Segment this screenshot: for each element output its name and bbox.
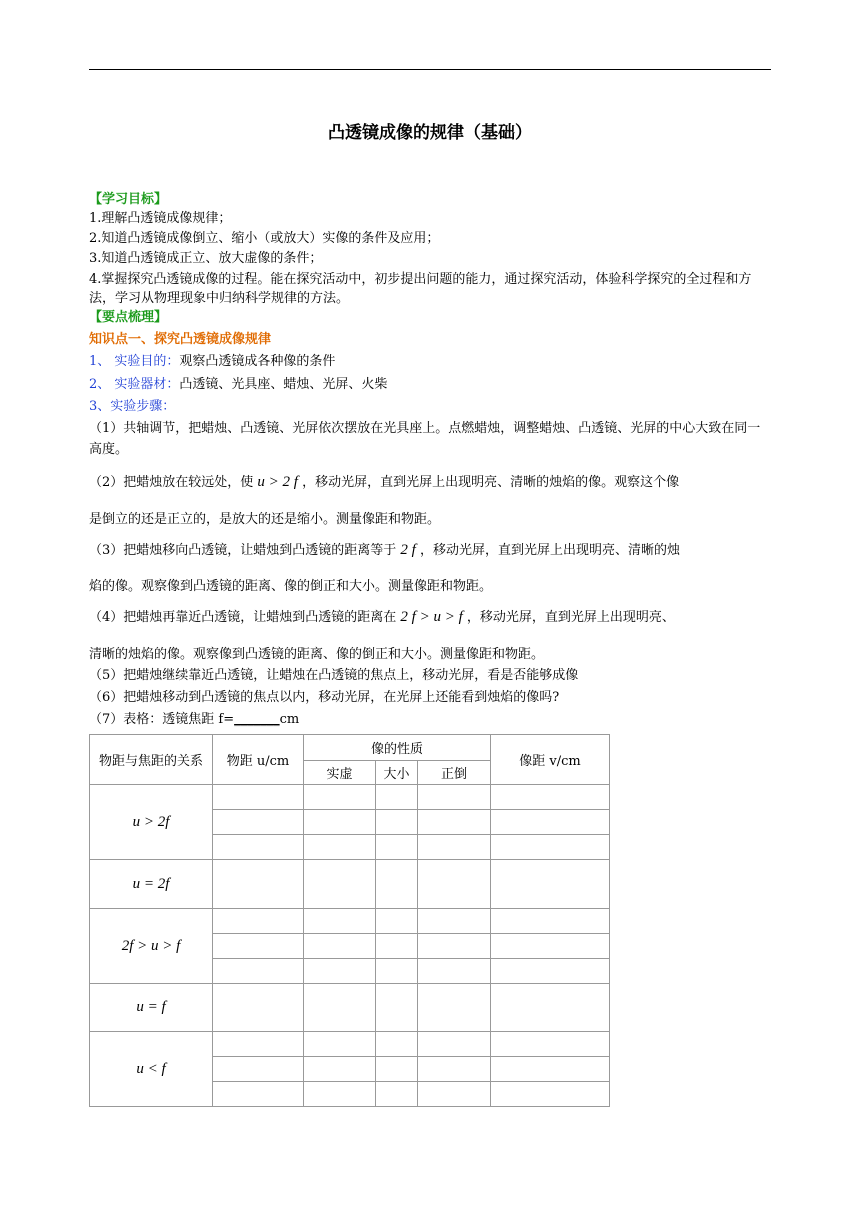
table-row <box>90 909 610 934</box>
points-heading: 【要点梳理】 <box>89 310 168 325</box>
step-1: （1）共轴调节，把蜡烛、凸透镜、光屏依次摆放在光具座上。点燃蜡烛，调整蜡烛、凸透镜、光屏的中心大致在同一高度。 <box>89 421 761 457</box>
header-image-properties: 像的性质 <box>304 735 491 761</box>
step-2-text-b: ，移动光屏，直到光屏上出现明亮、清晰的烛焰的像。观察这个像 <box>302 475 680 490</box>
condition-u-eq-2f: u = 2f <box>90 860 213 909</box>
step-5: （5）把蜡烛继续靠近凸透镜，让蜡烛在凸透镜的焦点上，移动光屏，看是否能够成像 <box>89 668 579 683</box>
objective-3: 3.知道凸透镜成正立、放大虚像的条件； <box>89 251 323 266</box>
step-3-line-2: 焰的像。观察像到凸透镜的距离、像的倒正和大小。测量像距和物距。 <box>89 579 493 594</box>
purpose-label: 1、 实验目的： <box>89 354 180 369</box>
table-row <box>90 785 610 810</box>
step-4-line-1 <box>89 609 779 626</box>
condition-u-eq-f: u = f <box>90 984 213 1032</box>
step-4-text-a: （4）把蜡烛再靠近凸透镜，让蜡烛到凸透镜的距离在 <box>89 610 397 625</box>
header-image-distance: 像距 v/cm <box>491 735 610 785</box>
condition-2f-gt-u-gt-f: 2f > u > f <box>90 909 213 984</box>
step-7 <box>89 711 779 728</box>
step-6: （6）把蜡烛移动到凸透镜的焦点以内，移动光屏，在光屏上还能看到烛焰的像吗? <box>89 690 560 705</box>
step-2-line-1 <box>89 474 779 491</box>
purpose-line <box>89 353 779 370</box>
equipment-text: 凸透镜、光具座、蜡烛、光屏、火柴 <box>179 377 388 392</box>
purpose-text: 观察凸透镜成各种像的条件 <box>179 354 336 369</box>
objective-2: 2.知道凸透镜成像倒立、缩小（或放大）实像的条件及应用； <box>89 231 440 246</box>
table-header-row <box>90 735 610 761</box>
step-3-text-a: （3）把蜡烛移向凸透镜，让蜡烛到凸透镜的距离等于 <box>89 543 397 558</box>
table-row <box>90 984 610 1032</box>
step-2-line-2: 是倒立的还是正立的，是放大的还是缩小。测量像距和物距。 <box>89 512 441 527</box>
objectives-heading: 【学习目标】 <box>89 192 168 207</box>
header-orientation: 正倒 <box>418 761 491 785</box>
focal-length-blank: _______ <box>234 712 280 727</box>
table-row <box>90 860 610 909</box>
formula-2f: 2 f <box>400 542 416 558</box>
condition-u-lt-f: u < f <box>90 1032 213 1107</box>
step-2-text-a: （2）把蜡烛放在较远处，使 <box>89 475 254 490</box>
step-7-unit: cm <box>279 712 300 727</box>
page-title: 凸透镜成像的规律（基础） <box>328 123 532 143</box>
experiment-table <box>89 734 610 1107</box>
formula-2f-gt-u-gt-f: 2 f > u > f <box>400 609 463 625</box>
step-4-line-2: 清晰的烛焰的像。观察像到凸透镜的距离、像的倒正和大小。测量像距和物距。 <box>89 647 545 662</box>
equipment-label: 2、 实验器材： <box>89 377 180 392</box>
knowledge-point-1-title: 知识点一、探究凸透镜成像规律 <box>89 332 272 347</box>
step-4-text-b: ，移动光屏，直到光屏上出现明亮、 <box>466 610 675 625</box>
header-size: 大小 <box>376 761 418 785</box>
header-relation: 物距与焦距的关系 <box>90 735 213 785</box>
header-rule <box>89 69 771 70</box>
header-object-distance: 物距 u/cm <box>213 735 304 785</box>
step-3-line-1 <box>89 542 779 559</box>
table-row <box>90 1032 610 1057</box>
step-7-text: （7）表格：透镜焦距 f= <box>89 712 235 727</box>
formula-u-gt-2f: u > 2 f <box>257 474 298 490</box>
objective-1: 1.理解凸透镜成像规律； <box>89 211 232 226</box>
step-3-text-b: ，移动光屏，直到光屏上出现明亮、清晰的烛 <box>419 543 680 558</box>
objective-4: 4.掌握探究凸透镜成像的过程。能在探究活动中，初步提出问题的能力，通过探究活动，体验科学探究的全过程和方法，学习从物理现象中归纳科学规律的方法。 <box>89 272 752 306</box>
condition-u-gt-2f: u > 2f <box>90 785 213 860</box>
equipment-line <box>89 376 779 393</box>
header-real-virtual: 实虚 <box>304 761 376 785</box>
steps-label: 3、实验步骤： <box>89 399 176 414</box>
